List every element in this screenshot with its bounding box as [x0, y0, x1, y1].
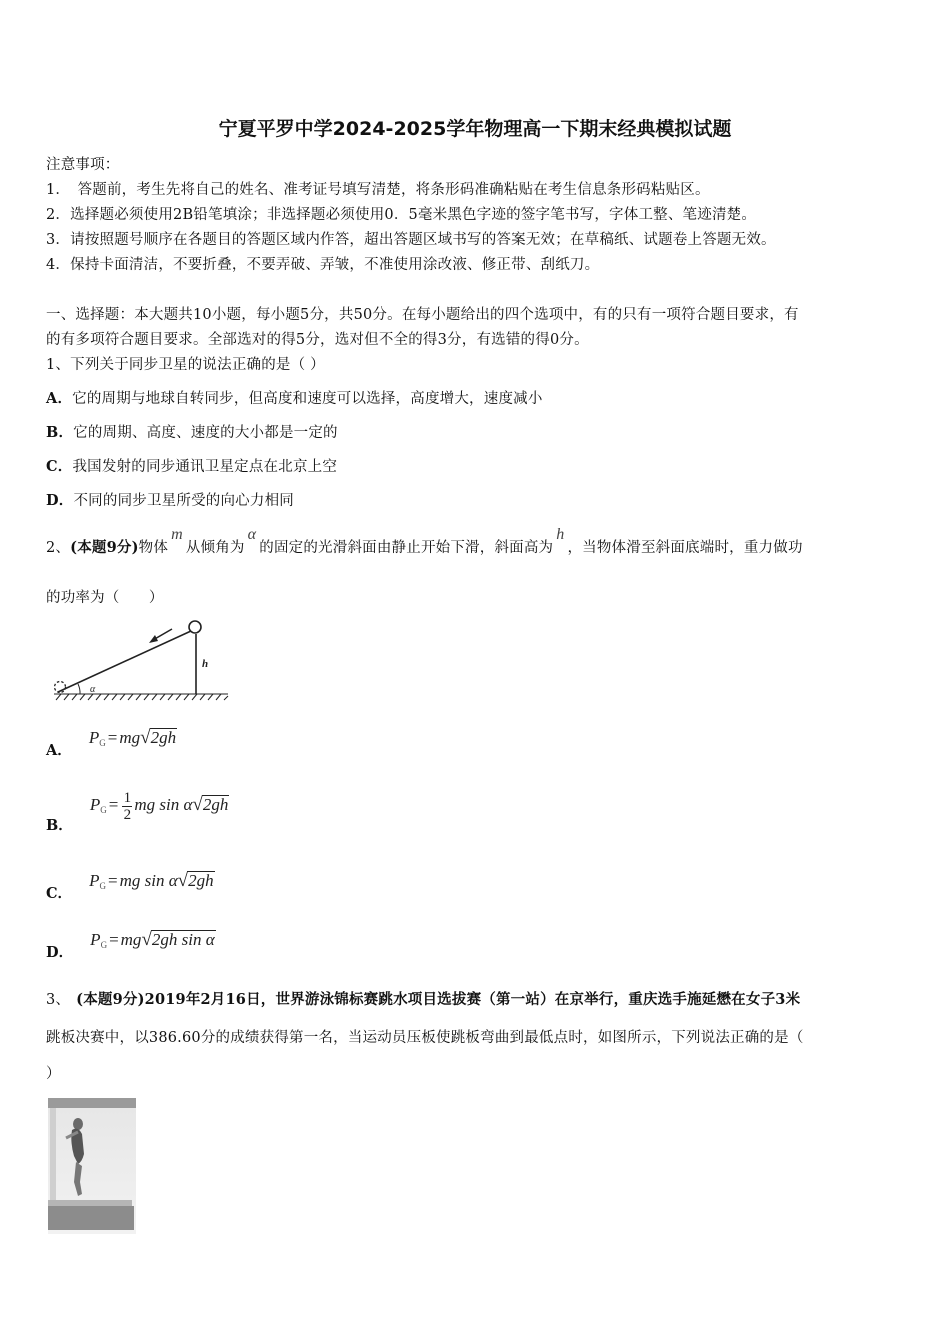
notice-item: 2．选择题必须使用2B铅笔填涂；非选择题必须使用0．5毫米黑色字迹的签字笔书写，字体工整、笔迹清楚。 — [46, 207, 757, 223]
question-3-stem — [46, 988, 800, 1009]
stem-text: 2019年2月16日，世界游泳锦标赛跳水项目选拔赛（第一站）在京举行，重庆选手施延懋在女子3米 — [144, 991, 801, 1008]
angle-arc — [78, 684, 80, 694]
label-h: h — [202, 658, 209, 670]
stem-text: 物体 — [138, 540, 169, 556]
var-alpha: α — [247, 526, 257, 543]
question-3-stem-line2 — [46, 1026, 804, 1047]
option-text: 不同的同步卫星所受的向心力相同 — [73, 493, 294, 509]
option-text: 它的周期、高度、速度的大小都是一定的 — [73, 425, 338, 441]
question-points: (本题9分) — [76, 991, 145, 1008]
option-text: 我国发射的同步通讯卫星定点在北京上空 — [72, 459, 338, 475]
question-1-stem: 1、下列关于同步卫星的说法正确的是（ ） — [46, 357, 325, 373]
option-letter: B． — [46, 424, 74, 441]
question-points: (本题9分) — [70, 539, 139, 556]
question-2-stem-line2: 的功率为（ ） — [46, 590, 164, 606]
formula: $P_G = mg√2gh$ sin α — [90, 929, 215, 950]
incline-surface — [58, 631, 191, 692]
stem-text: 的固定的光滑斜面由静止开始下滑，斜面高为 — [259, 540, 554, 556]
q1-option-c — [46, 455, 337, 476]
q1-option-b — [46, 421, 338, 442]
option-letter: A． — [46, 390, 73, 407]
q2-option-a — [46, 727, 177, 759]
question-2-stem — [46, 526, 803, 557]
stem-text: ，当物体滑至斜面底端时，重力做功 — [567, 540, 803, 556]
notice-item: 4．保持卡面清洁，不要折叠，不要弄破、弄皱，不准使用涂改液、修正带、刮纸刀。 — [46, 257, 600, 273]
var-m: m — [171, 526, 183, 543]
question-3-stem-line3: ） — [46, 1066, 61, 1082]
stem-text: 跳板决赛中，以386.60分的成绩获得第一名，当运动员压板使跳板弯曲到最低点时，如图所示，下列说法正确的是（ — [46, 1030, 804, 1046]
section-instruction: 一、选择题：本大题共10小题，每小题5分，共50分。在每小题给出的四个选项中，有的只有一项符合题目要求，有 — [46, 307, 799, 323]
q2-option-c — [46, 870, 215, 902]
notice-item: 1． 答题前，考生先将自己的姓名、准考证号填写清楚，将条形码准确粘贴在考生信息条形码粘贴区。 — [46, 182, 710, 198]
option-letter: C． — [46, 885, 73, 902]
option-letter: B． — [46, 817, 73, 835]
q2-option-d — [46, 929, 216, 961]
option-letter: C． — [46, 458, 73, 475]
section-instruction: 的有多项符合题目要求。全部选对的得5分，选对但不全的得3分，有选错的得0分。 — [46, 332, 589, 348]
notice-item: 3．请按照题号顺序在各题目的答题区域内作答，超出答题区域书写的答案无效；在草稿纸、试题卷上答题无效。 — [46, 232, 776, 248]
option-letter: D． — [46, 944, 74, 961]
formula: $P_G$ = $\frac{1}{2}$ mg sin α√2gh — [89, 790, 229, 823]
label-alpha: α — [90, 684, 96, 695]
option-letter: A． — [46, 742, 72, 759]
question-number: 2、 — [46, 540, 71, 556]
notice-heading: 注意事项： — [46, 157, 120, 173]
q1-option-d — [46, 489, 294, 510]
page-title: 宁夏平罗中学2024-2025学年物理高一下期末经典模拟试题 — [218, 118, 732, 140]
option-letter: D． — [46, 492, 74, 509]
stem-text: 从倾角为 — [185, 540, 245, 556]
ball-top — [189, 621, 201, 633]
formula: $P_G = mg√2gh$ — [88, 727, 177, 748]
ground-hatching — [54, 694, 228, 700]
formula: $P_G$ = mg sin α√2gh — [89, 870, 214, 891]
diver-photo — [48, 1098, 136, 1234]
question-number: 3、 — [46, 992, 71, 1008]
var-h: h — [556, 526, 565, 543]
q2-option-b — [46, 790, 229, 835]
q1-option-a — [46, 387, 543, 408]
option-text: 它的周期与地球自转同步，但高度和速度可以选择，高度增大，速度减小 — [72, 391, 543, 407]
incline-figure — [50, 616, 235, 708]
